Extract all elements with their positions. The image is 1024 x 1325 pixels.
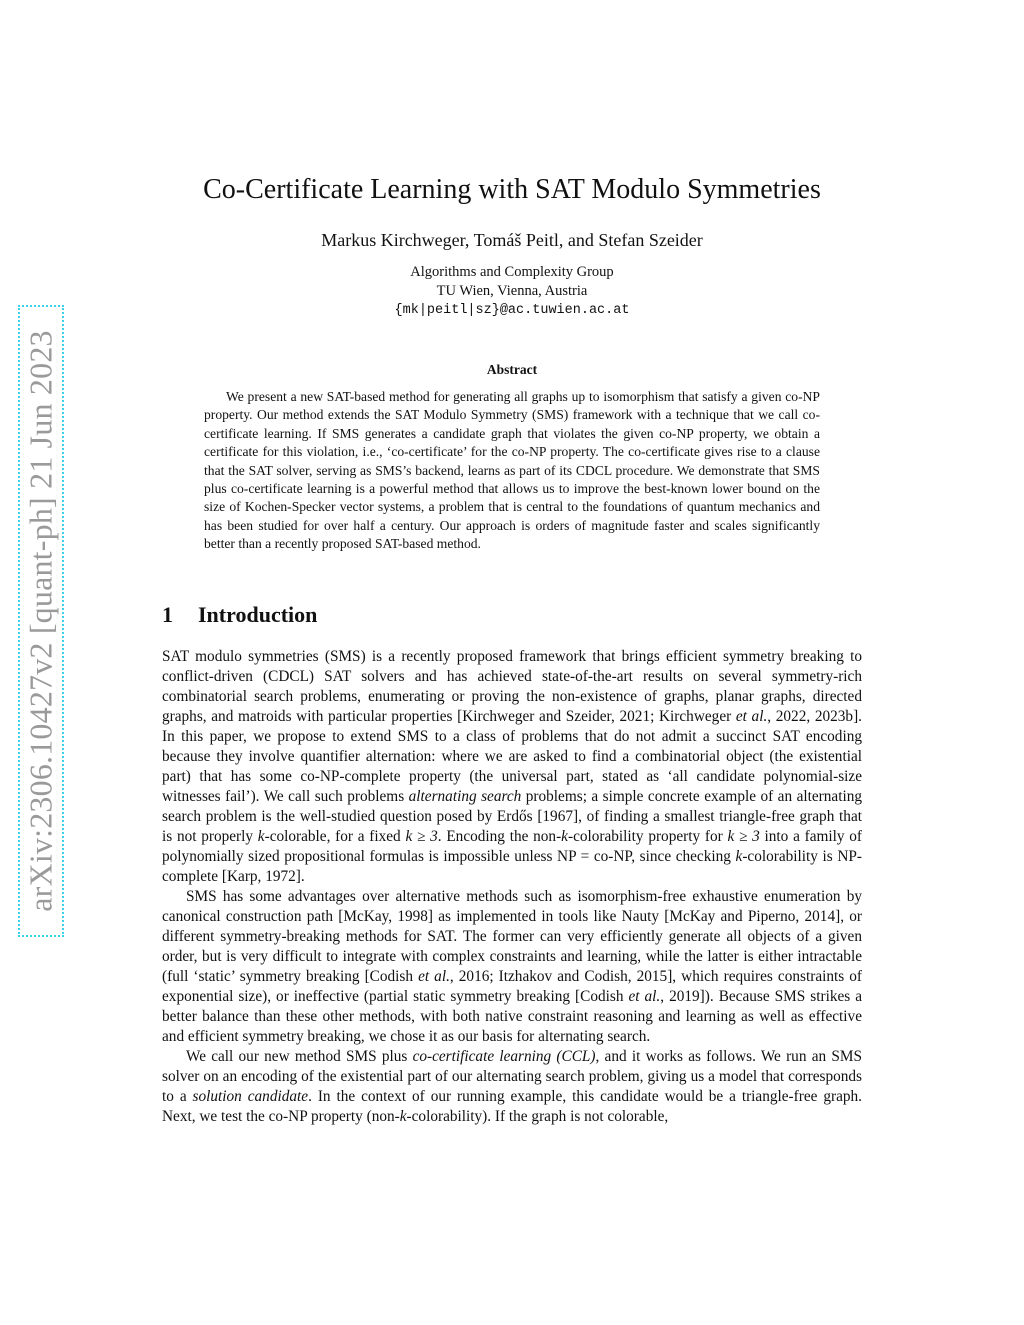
text-run: -colorability is NP-complete [Karp, 1972]. bbox=[162, 848, 862, 885]
text-run-italic: et al. bbox=[735, 708, 768, 725]
section-heading bbox=[162, 602, 317, 628]
affiliation-place: TU Wien, Vienna, Austria bbox=[436, 283, 588, 299]
text-run: We call our new method SMS plus bbox=[186, 1048, 413, 1065]
section-number: 1 bbox=[162, 602, 173, 627]
text-run: into a family of polynomially sized propositional formulas is impossible unless NP = co-NP, since checking bbox=[162, 828, 863, 865]
affiliation-block bbox=[0, 263, 1024, 320]
text-run: SMS has some advantages over alternative methods such as isomorphism-free exhaustive enumeration by canonical construction path [McKay, 1998] as implemented in tools like Nauty [McKay and Piperno, 2014], or different symmetry-breaking methods for SAT. The former can very efficiently generate all objects of a given order, but is very difficult to integrate with complex constraints and learning, while the latter is either intractable (full ‘static’ symmetry breaking [Codish bbox=[162, 888, 862, 985]
paragraph-2 bbox=[162, 887, 862, 1047]
affiliation-email: {mk|peitl|sz}@ac.tuwien.ac.at bbox=[394, 303, 630, 318]
text-run-italic: solution candidate bbox=[192, 1088, 309, 1105]
text-run-italic: alternating search bbox=[408, 788, 522, 805]
text-run: , 2016; Itzhakov and Codish, 2015], which requires constraints of exponential size), or ineffective (partial static symmetry breaking [Codish bbox=[162, 968, 863, 1005]
text-run: . Encoding the non- bbox=[437, 828, 562, 845]
math-run: k ≥ 3 bbox=[405, 828, 438, 845]
section-title: Introduction bbox=[198, 602, 318, 627]
paragraph-1 bbox=[162, 647, 862, 887]
arxiv-stamp bbox=[18, 305, 64, 937]
math-run: k bbox=[399, 1108, 407, 1125]
text-run: SAT modulo symmetries (SMS) is a recently proposed framework that brings efficient symmetry breaking to conflict-driven (CDCL) SAT solvers and has achieved state-of-the-art results on several symmetry-rich combinatorial search problems, enumerating or proving the non-existence of graphs, planar graphs, directed graphs, and matroids with particular properties [Kirchweger and Szeider, 2021; Kirchweger bbox=[162, 648, 862, 725]
paragraph-3 bbox=[162, 1047, 862, 1127]
body-text bbox=[162, 647, 862, 1127]
text-run-italic: co-certificate learning (CCL) bbox=[412, 1048, 596, 1065]
text-run: -colorable, for a fixed bbox=[264, 828, 406, 845]
text-run: , and it works as follows. We run an SMS solver on an encoding of the existential part of our alternating search problem, giving us a model that corresponds to a bbox=[162, 1048, 862, 1105]
abstract-heading: Abstract bbox=[486, 362, 538, 377]
text-run: -colorability). If the graph is not colorable, bbox=[406, 1108, 669, 1125]
text-run: , 2022, 2023b]. In this paper, we propose to extend SMS to a class of problems that do not admit a succinct SAT encoding because they involve quantifier alternation: where we are asked to find a combinatorial object (the existential part) that has some co-NP-complete property (the universal part, stated as ‘all candidate polynomial-size witnesses fail’). We call such problems bbox=[162, 708, 862, 805]
math-run: k bbox=[561, 828, 568, 845]
math-run: k ≥ 3 bbox=[727, 828, 760, 845]
text-run: problems; a simple concrete example of an alternating search problem is the well-studied question posed by Erdős [1967], of finding a smallest triangle-free graph that is not properly bbox=[162, 788, 862, 845]
text-run: , 2019]). Because SMS strikes a better balance than these other methods, with both native constraint reasoning and learning as well as effective and efficient symmetry breaking, we chose it as our basis for alternating search. bbox=[162, 988, 862, 1045]
text-run: . In the context of our running example, this candidate would be a triangle-free graph. Next, we test the co-NP property (non- bbox=[162, 1088, 862, 1125]
abstract-text: We present a new SAT-based method for generating all graphs up to isomorphism that satisfy a given co-NP property. Our method extends the SAT Modulo Symmetry (SMS) framework with a technique that we call co-certificate learning. If SMS generates a candidate graph that violates the given co-NP property, we obtain a certificate for this violation, i.e., ‘co-certificate’ for the co-NP property. The co-certificate gives rise to a clause that the SAT solver, serving as SMS’s backend, learns as part of its CDCL procedure. We demonstrate that SMS plus co-certificate learning is a powerful method that allows us to improve the best-known lower bound on the size of Kochen-Specker vector systems, a problem that is central to the foundations of quantum mechanics and has been studied for over half a century. Our approach is orders of magnitude faster and scales significantly better than a recently proposed SAT-based method. bbox=[204, 389, 820, 552]
text-run: -colorability property for bbox=[567, 828, 728, 845]
math-run: k bbox=[257, 828, 265, 845]
arxiv-stamp-text: arXiv:2306.10427v2 [quant-ph] 21 Jun 2023 bbox=[22, 330, 59, 912]
affiliation-group: Algorithms and Complexity Group bbox=[410, 264, 614, 280]
text-run-italic: et al. bbox=[418, 968, 450, 985]
math-run: k bbox=[735, 848, 743, 865]
paper-authors: Markus Kirchweger, Tomáš Peitl, and Stefan Szeider bbox=[321, 230, 703, 250]
text-run-italic: et al. bbox=[628, 988, 661, 1005]
paper-title: Co-Certificate Learning with SAT Modulo Symmetries bbox=[203, 174, 821, 205]
